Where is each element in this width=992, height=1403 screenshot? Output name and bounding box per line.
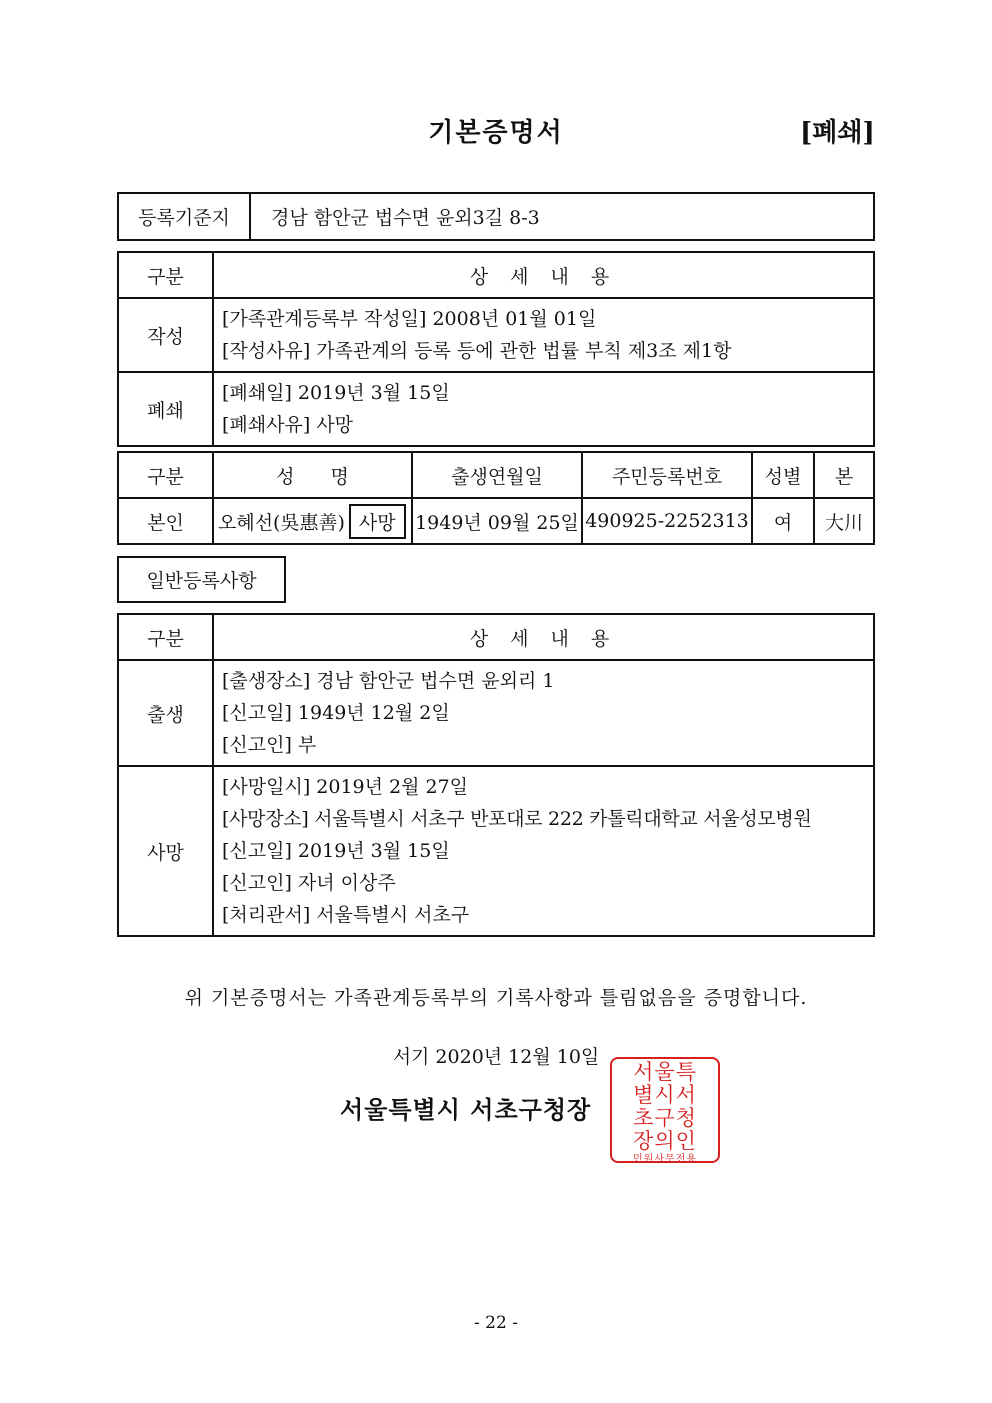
detail-line: [사망장소] 서울특별시 서초구 반포대로 222 카톨릭대학교 서울성모병원 — [222, 808, 812, 830]
row-category: 사망 — [118, 766, 213, 936]
person-sex: 여 — [752, 498, 814, 544]
registration-base-label: 등록기준지 — [118, 193, 250, 240]
header-name: 성 명 — [213, 452, 412, 498]
row-detail — [213, 660, 874, 766]
general-section-label-box — [117, 556, 286, 603]
registration-base-table — [117, 192, 875, 241]
category-header: 구분 — [118, 614, 213, 660]
general-record-table — [117, 613, 875, 937]
table-row — [118, 766, 874, 936]
row-detail — [213, 766, 874, 936]
header-sex: 성별 — [752, 452, 814, 498]
seal-line: 초구청 — [633, 1106, 697, 1130]
person-origin: 大川 — [814, 498, 874, 544]
issuing-authority: 서울특별시 서초구청장 — [340, 1095, 592, 1124]
detail-line: [신고일] 1949년 12월 2일 — [222, 702, 450, 724]
row-category: 폐쇄 — [118, 372, 213, 446]
detail-line: [폐쇄일] 2019년 3월 15일 — [222, 382, 450, 404]
detail-line: [처리관서] 서울특별시 서초구 — [222, 904, 470, 926]
certification-statement: 위 기본증명서는 가족관계등록부의 기록사항과 틀림없음을 증명합니다. — [184, 987, 808, 1009]
table-row — [118, 372, 874, 446]
registration-base-value: 경남 함안군 법수면 윤외3길 8-3 — [250, 193, 874, 240]
document-title: 기본증명서 — [428, 118, 564, 148]
table-row — [118, 660, 874, 766]
detail-line: [출생장소] 경남 함안군 법수면 윤외리 1 — [222, 670, 555, 692]
person-name: 오혜선(吳惠善) — [218, 511, 345, 534]
detail-line: [사망일시] 2019년 2월 27일 — [222, 776, 469, 798]
seal-line: 별시서 — [633, 1083, 697, 1107]
header-origin: 본 — [814, 452, 874, 498]
person-birth: 1949년 09월 25일 — [412, 498, 582, 544]
seal-line: 장의인 — [633, 1129, 697, 1153]
death-mark-badge: 사망 — [349, 504, 406, 539]
detail-line: [가족관계등록부 작성일] 2008년 01월 01일 — [222, 308, 597, 330]
page-number: - 22 - — [474, 1313, 518, 1333]
detail-line: [폐쇄사유] 사망 — [222, 414, 353, 436]
header-birth: 출생연월일 — [412, 452, 582, 498]
seal-subtext: 민원사무전용 — [633, 1154, 697, 1165]
closed-status-label: [폐쇄] — [800, 118, 875, 148]
issue-date: 서기 2020년 12월 10일 — [392, 1046, 600, 1068]
person-id-number: 490925-2252313 — [582, 498, 752, 544]
row-category: 작성 — [118, 298, 213, 372]
table-row — [118, 498, 874, 544]
detail-line: [신고인] 자녀 이상주 — [222, 872, 396, 894]
header-category: 구분 — [118, 452, 213, 498]
person-table — [117, 451, 875, 545]
detail-header: 상 세 내 용 — [213, 252, 874, 298]
table-row — [118, 298, 874, 372]
detail-line: [작성사유] 가족관계의 등록 등에 관한 법률 부칙 제3조 제1항 — [222, 340, 732, 362]
detail-header: 상 세 내 용 — [213, 614, 874, 660]
seal-line: 서울특 — [633, 1060, 697, 1084]
row-category: 출생 — [118, 660, 213, 766]
person-category: 본인 — [118, 498, 213, 544]
category-header: 구분 — [118, 252, 213, 298]
record-detail-table — [117, 251, 875, 447]
detail-line: [신고일] 2019년 3월 15일 — [222, 840, 450, 862]
official-seal-stamp — [610, 1057, 720, 1163]
general-section-label: 일반등록사항 — [118, 557, 285, 602]
detail-line: [신고인] 부 — [222, 734, 317, 756]
row-detail — [213, 372, 874, 446]
row-detail — [213, 298, 874, 372]
header-id-number: 주민등록번호 — [582, 452, 752, 498]
person-name-cell — [213, 498, 412, 544]
